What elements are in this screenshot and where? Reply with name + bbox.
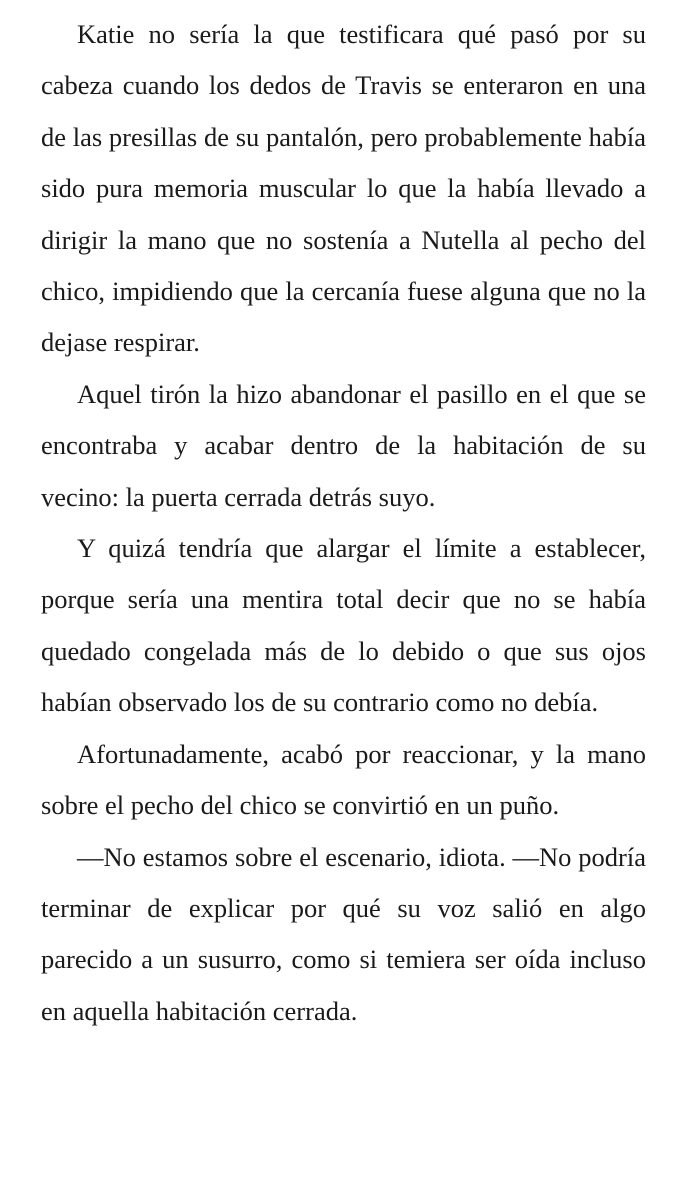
- paragraph: —No estamos sobre el escenario, idiota. —No podría terminar de explicar por qué su voz salió en algo parecido a un susurro, como si temiera ser oída incluso en aquella habitación cerrada.: [41, 841, 646, 1026]
- reading-page: [41, 9, 646, 1037]
- paragraph: Y quizá tendría que alargar el límite a establecer, porque sería una mentira total decir que no se había quedado congelada más de lo debido o que sus ojos habían observado los de su contrario como no debía.: [41, 533, 646, 718]
- paragraph: Afortunadamente, acabó por reaccionar, y la mano sobre el pecho del chico se convirtió en un puño.: [41, 738, 646, 821]
- paragraph: Aquel tirón la hizo abandonar el pasillo en el que se encontraba y acabar dentro de la habitación de su vecino: la puerta cerrada detrás suyo.: [41, 378, 646, 512]
- paragraph: Katie no sería la que testificara qué pasó por su cabeza cuando los dedos de Travis se enteraron en una de las presillas de su pantalón, pero probablemente había sido pura memoria muscular lo que la había llevado a dirigir la mano que no sostenía a Nutella al pecho del chico, impidiendo que la cercanía fuese alguna que no la dejase respirar.: [41, 19, 646, 358]
